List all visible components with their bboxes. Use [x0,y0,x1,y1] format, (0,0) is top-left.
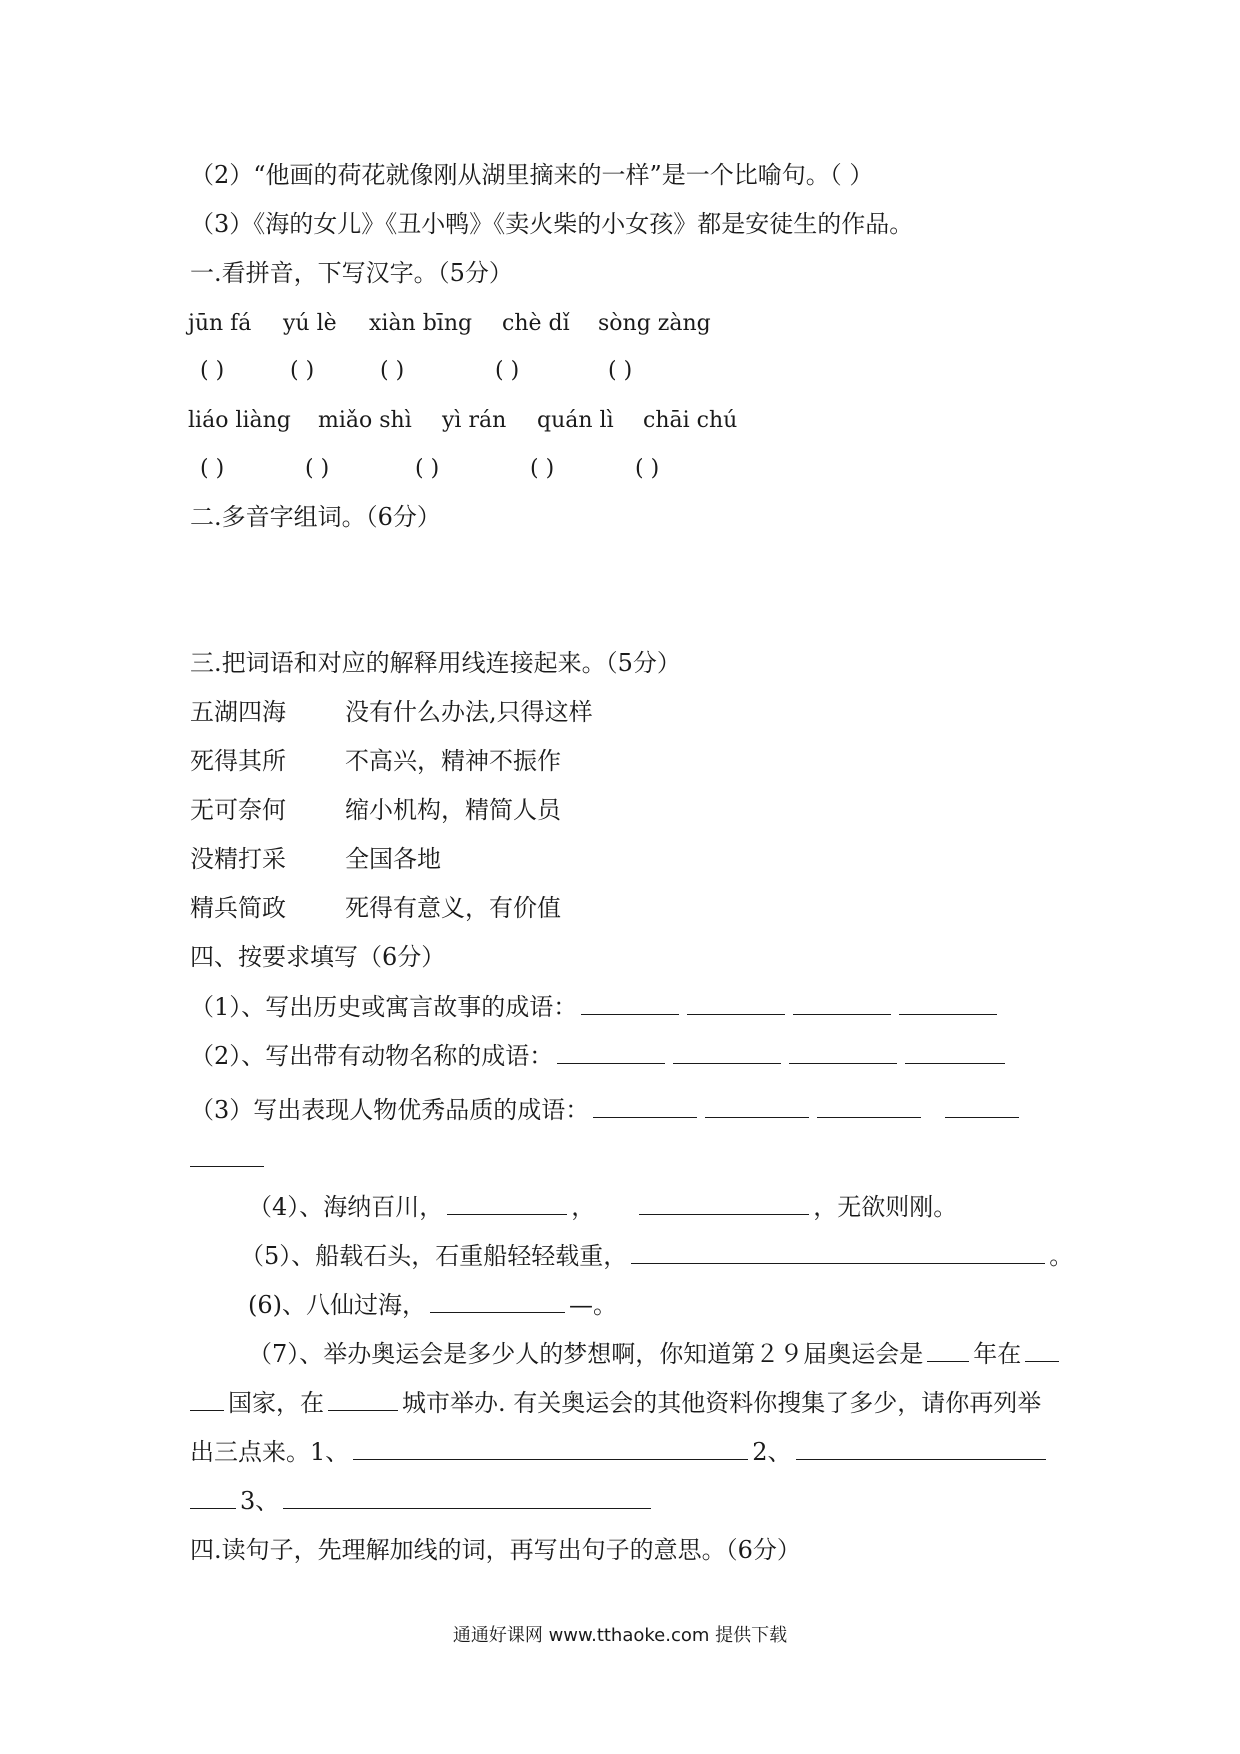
question-4-3: （3）写出表现人物优秀品质的成语： [190,1095,1023,1125]
answer-paren: ( ) [415,456,440,481]
question-4-1: （1）、写出历史或寓言故事的成语： [190,992,1001,1022]
answer-paren: ( ) [380,358,405,383]
answer-paren: ( ) [200,358,225,383]
pinyin-7: miǎo shì [318,408,412,433]
meaning-1: 没有什么办法,只得这样 [345,698,593,726]
answer-blank[interactable] [796,1437,1046,1460]
pinyin-10: chāi chú [643,408,738,433]
answer-blank[interactable] [190,1144,264,1167]
answer-blank[interactable] [899,992,997,1015]
idiom-2: 死得其所 [190,747,286,775]
pinyin-6: liáo liàng [188,408,291,433]
answer-blank[interactable] [1025,1339,1059,1362]
section-4-title: 四、按要求填写（6分） [190,943,446,971]
question-4-7-line-4: 3、 [190,1486,655,1516]
answer-blank[interactable] [328,1388,398,1411]
answer-blank[interactable] [353,1437,748,1460]
answer-blank[interactable] [190,1388,224,1411]
pinyin-2: yú lè [283,311,337,336]
statement-3: （3）《海的女儿》《丑小鸭》《卖火柴的小女孩》都是安徒生的作品。 [190,210,914,238]
pinyin-5: sòng zàng [598,311,711,336]
answer-blank[interactable] [793,992,891,1015]
question-4-7-line-3: 出三点来。1、 2、 [190,1437,1050,1467]
answer-blank[interactable] [631,1241,1045,1264]
page-footer: 通通好课网 www.tthaoke.com 提供下载 [452,1625,788,1646]
answer-paren: ( ) [305,456,330,481]
answer-paren: ( ) [635,456,660,481]
answer-blank[interactable] [905,1041,1005,1064]
question-4-4: （4）、海纳百川， ， ，无欲则刚。 [248,1193,958,1221]
question-4-7-line-2: 国家，在 城市举办. 有关奥运会的其他资料你搜集了多少，请你再列举 [190,1388,1041,1418]
answer-blank[interactable] [447,1192,567,1215]
answer-blank[interactable] [673,1041,781,1064]
answer-blank[interactable] [927,1339,969,1362]
section-5-title: 四.读句子，先理解加线的词，再写出句子的意思。（6分） [190,1536,801,1564]
answer-paren: ( ) [530,456,555,481]
answer-blank[interactable] [687,992,785,1015]
answer-paren: ( ) [200,456,225,481]
answer-blank[interactable] [190,1486,236,1509]
answer-paren: ( ) [608,358,633,383]
pinyin-4: chè dǐ [502,311,570,336]
question-4-5: （5）、船载石头，石重船轻轻载重， 。 [240,1242,1074,1270]
section-1-title: 一.看拼音，下写汉字。（5分） [190,259,513,287]
answer-blank[interactable] [945,1095,1019,1118]
answer-blank[interactable] [705,1095,809,1118]
idiom-4: 没精打采 [190,845,286,873]
answer-paren: ( ) [290,358,315,383]
pinyin-3: xiàn bīng [369,311,473,336]
answer-blank[interactable] [581,992,679,1015]
answer-blank[interactable] [283,1486,651,1509]
meaning-4: 全国各地 [345,845,441,873]
pinyin-9: quán lì [537,408,614,433]
question-4-2: （2）、写出带有动物名称的成语： [190,1041,1009,1071]
pinyin-8: yì rán [442,408,507,433]
answer-blank[interactable] [817,1095,921,1118]
section-2-title: 二.多音字组词。（6分） [190,503,441,531]
answer-blank[interactable] [593,1095,697,1118]
pinyin-1: jūn fá [188,311,252,336]
statement-2: （2）“他画的荷花就像刚从湖里摘来的一样”是一个比喻句。（ ） [190,161,874,189]
idiom-3: 无可奈何 [190,796,286,824]
idiom-1: 五湖四海 [190,698,286,726]
answer-blank[interactable] [430,1290,565,1313]
meaning-3: 缩小机构，精简人员 [345,796,561,824]
answer-paren: ( ) [495,358,520,383]
question-4-3-continued [190,1144,268,1174]
answer-blank[interactable] [557,1041,665,1064]
section-3-title: 三.把词语和对应的解释用线连接起来。（5分） [190,649,681,677]
answer-blank[interactable] [789,1041,897,1064]
meaning-2: 不高兴，精神不振作 [345,747,561,775]
idiom-5: 精兵简政 [190,894,286,922]
meaning-5: 死得有意义，有价值 [345,894,561,922]
question-4-6: (6)、八仙过海， —。 [248,1291,617,1319]
question-4-7: （7）、举办奥运会是多少人的梦想啊，你知道第２９届奥运会是 年在 [248,1339,1063,1369]
answer-blank[interactable] [639,1192,809,1215]
